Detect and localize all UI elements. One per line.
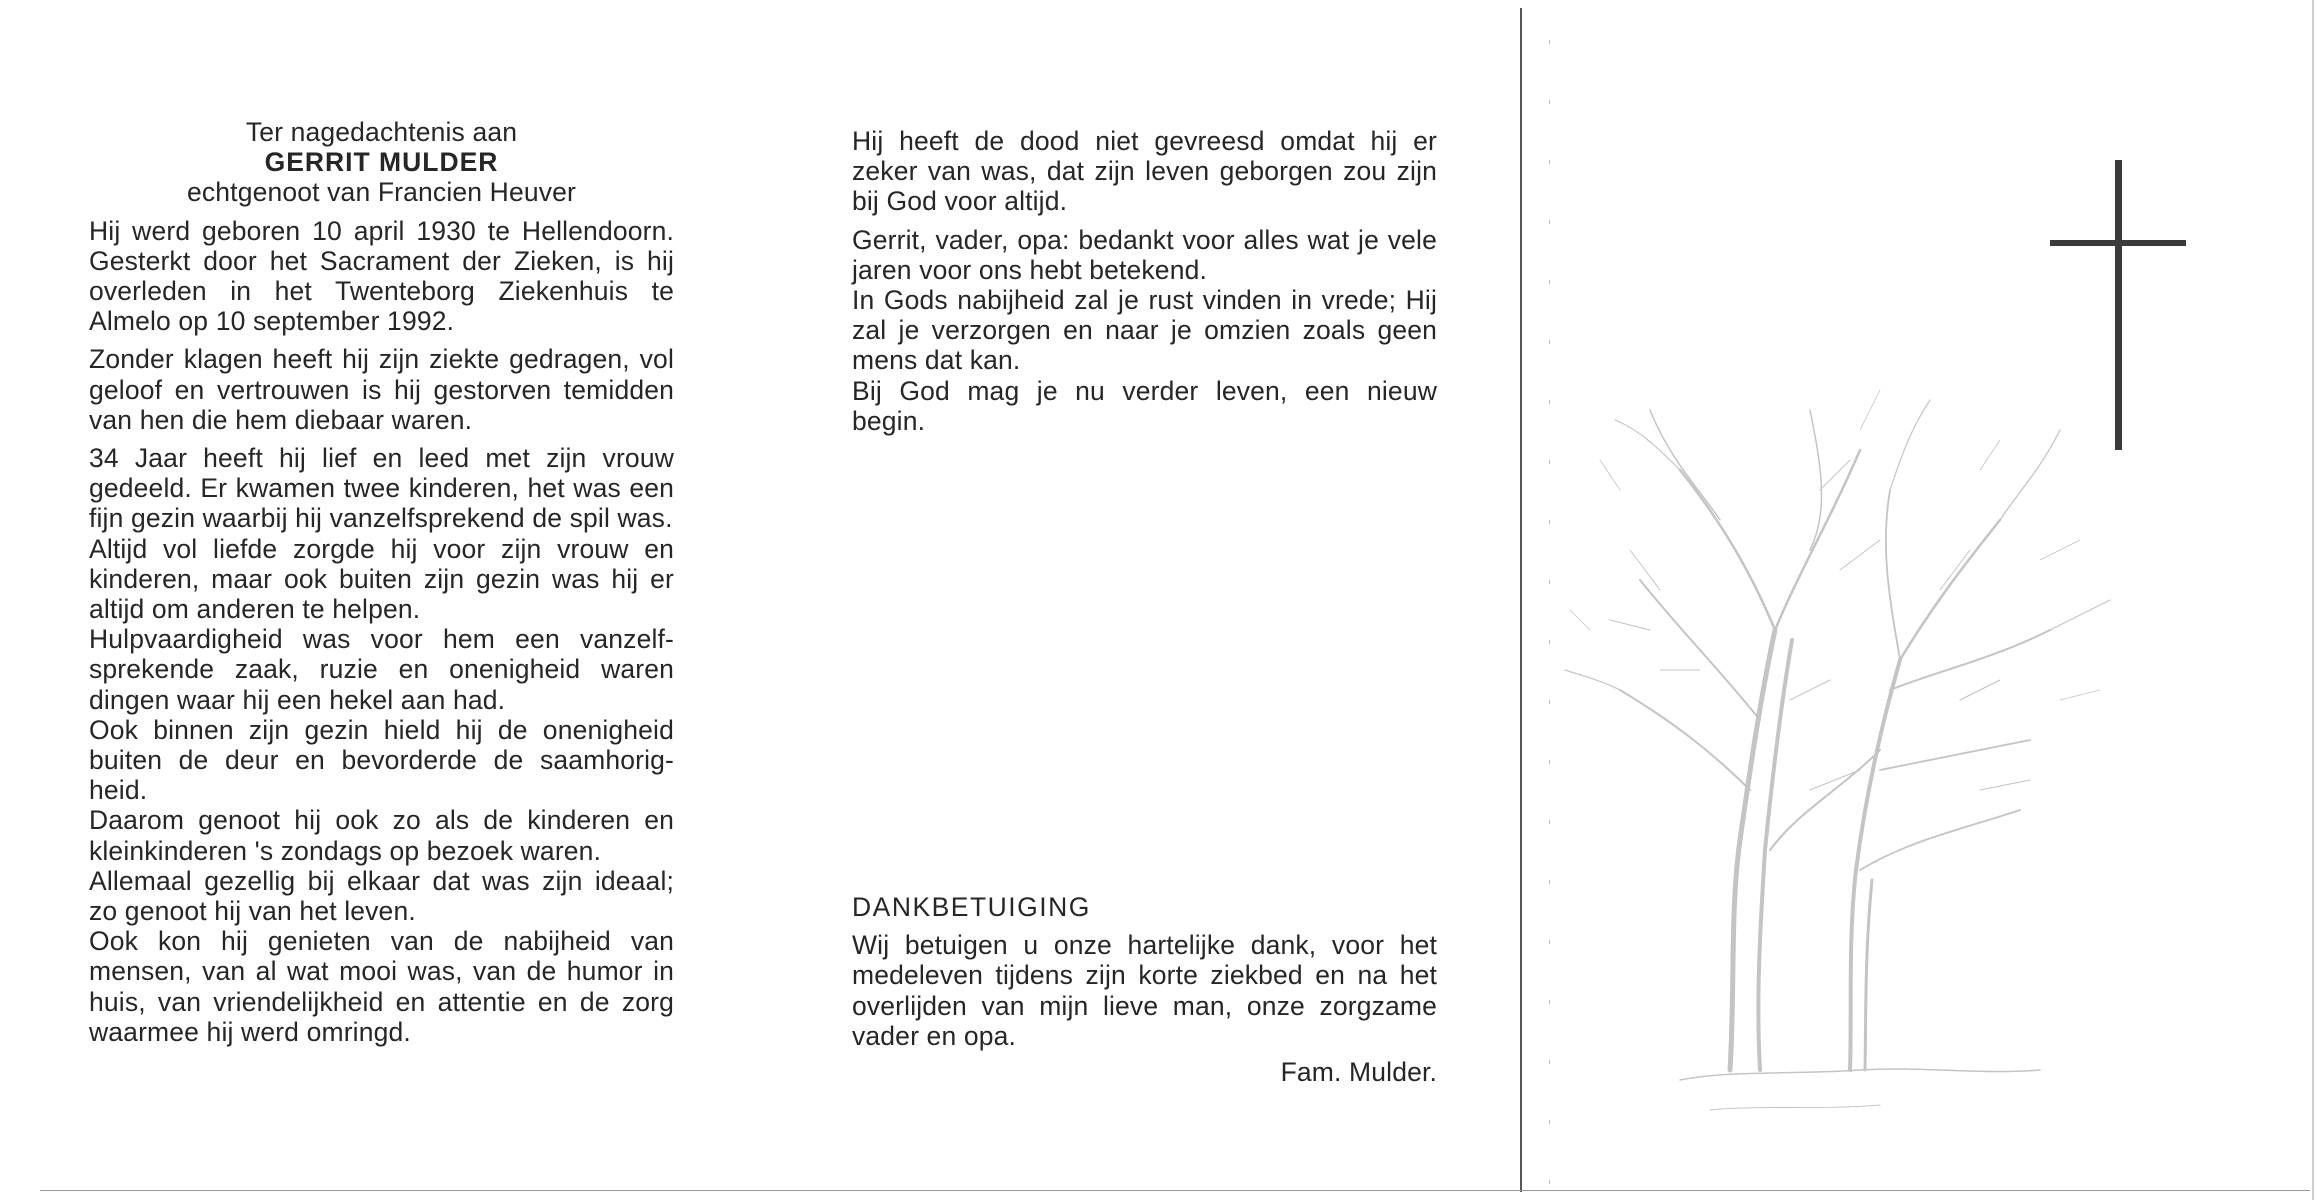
thanks-text: Wij betuigen u onze hartelijke dank, voor het medeleven tijdens zijn korte ziekbed en na het overlijden van mijn lieve man, onze zorgzame vader en opa. [852,930,1437,1051]
intro-text: Ter nagedachtenis aan [245,117,518,147]
paragraph: Bij God mag je nu verder leven, een nieuw begin. [852,375,1437,436]
paragraph: 34 Jaar heeft hij lief en leed met zijn vrouw gedeeld. Er kwamen twee kinderen, het was een fijn gezin waarbij hij vanzelfsprekend de spil was. [89,443,674,534]
thanks-title: DANKBETUIGING [852,892,1091,922]
paragraph: Zonder klagen heeft hij zijn ziekte gedragen, vol geloof en vertrouwen is hij gestorven temidden van hen die hem diebaar waren. [89,344,674,435]
fold-line [1520,8,1522,1192]
thanks-section [852,892,1437,1087]
paragraph: Daarom genoot hij ook zo als de kinderen en kleinkinderen 's zondags op bezoek waren. [89,805,674,866]
right-edge [2312,0,2314,1200]
spouse-text: echtgenoot van Francien Heuver [187,177,576,208]
paragraph: Gerrit, vader, opa: bedankt voor alles wat je vele jaren voor ons hebt betekend. [852,224,1437,285]
bare-trees-drawing [1560,370,2120,1150]
paragraph: In Gods nabijheid zal je rust vinden in vrede; Hij zal je verzorgen en naar je omzien zoals geen mens dat kan. [852,285,1437,376]
paragraph: Hulpvaardigheid was voor hem een vanzelf-sprekende zaak, ruzie en onenigheid waren dingen waar hij een hekel aan had. [89,624,674,715]
bottom-edge [40,1190,2310,1191]
paragraph: Hij heeft de dood niet gevreesd omdat hij er zeker van was, dat zijn leven geborgen zou zijn bij God voor altijd. [852,126,1437,217]
paragraph: Ook binnen zijn gezin hield hij de onenigheid buiten de deur en bevorderde de saamhorig-heid. [89,714,674,806]
paragraph: Hij werd geboren 10 april 1930 te Hellendoorn. Gesterkt door het Sacrament der Zieken, is hij overleden in het Twenteborg Ziekenhuis te Almelo op 10 september 1992. [89,215,674,337]
paragraph: Ook kon hij genieten van de nabijheid van mensen, van al wat mooi was, van de humor in huis, van vriendelijkheid en attentie en de zorg waarmee hij werd omringd. [89,926,674,1047]
paragraph: Altijd vol liefde zorgde hij voor zijn vrouw en kinderen, maar ook buiten zijn gezin was hij er altijd om anderen te helpen. [89,533,674,625]
middle-panel [852,126,1437,436]
paragraph: Allemaal gezellig bij elkaar dat was zijn ideaal; zo genoot hij van het leven. [89,865,674,927]
left-panel [89,117,674,1047]
deceased-name: GERRIT MULDER [264,147,499,178]
signature: Fam. Mulder. [1280,1057,1437,1088]
fold-line-faint [1549,40,1550,1190]
